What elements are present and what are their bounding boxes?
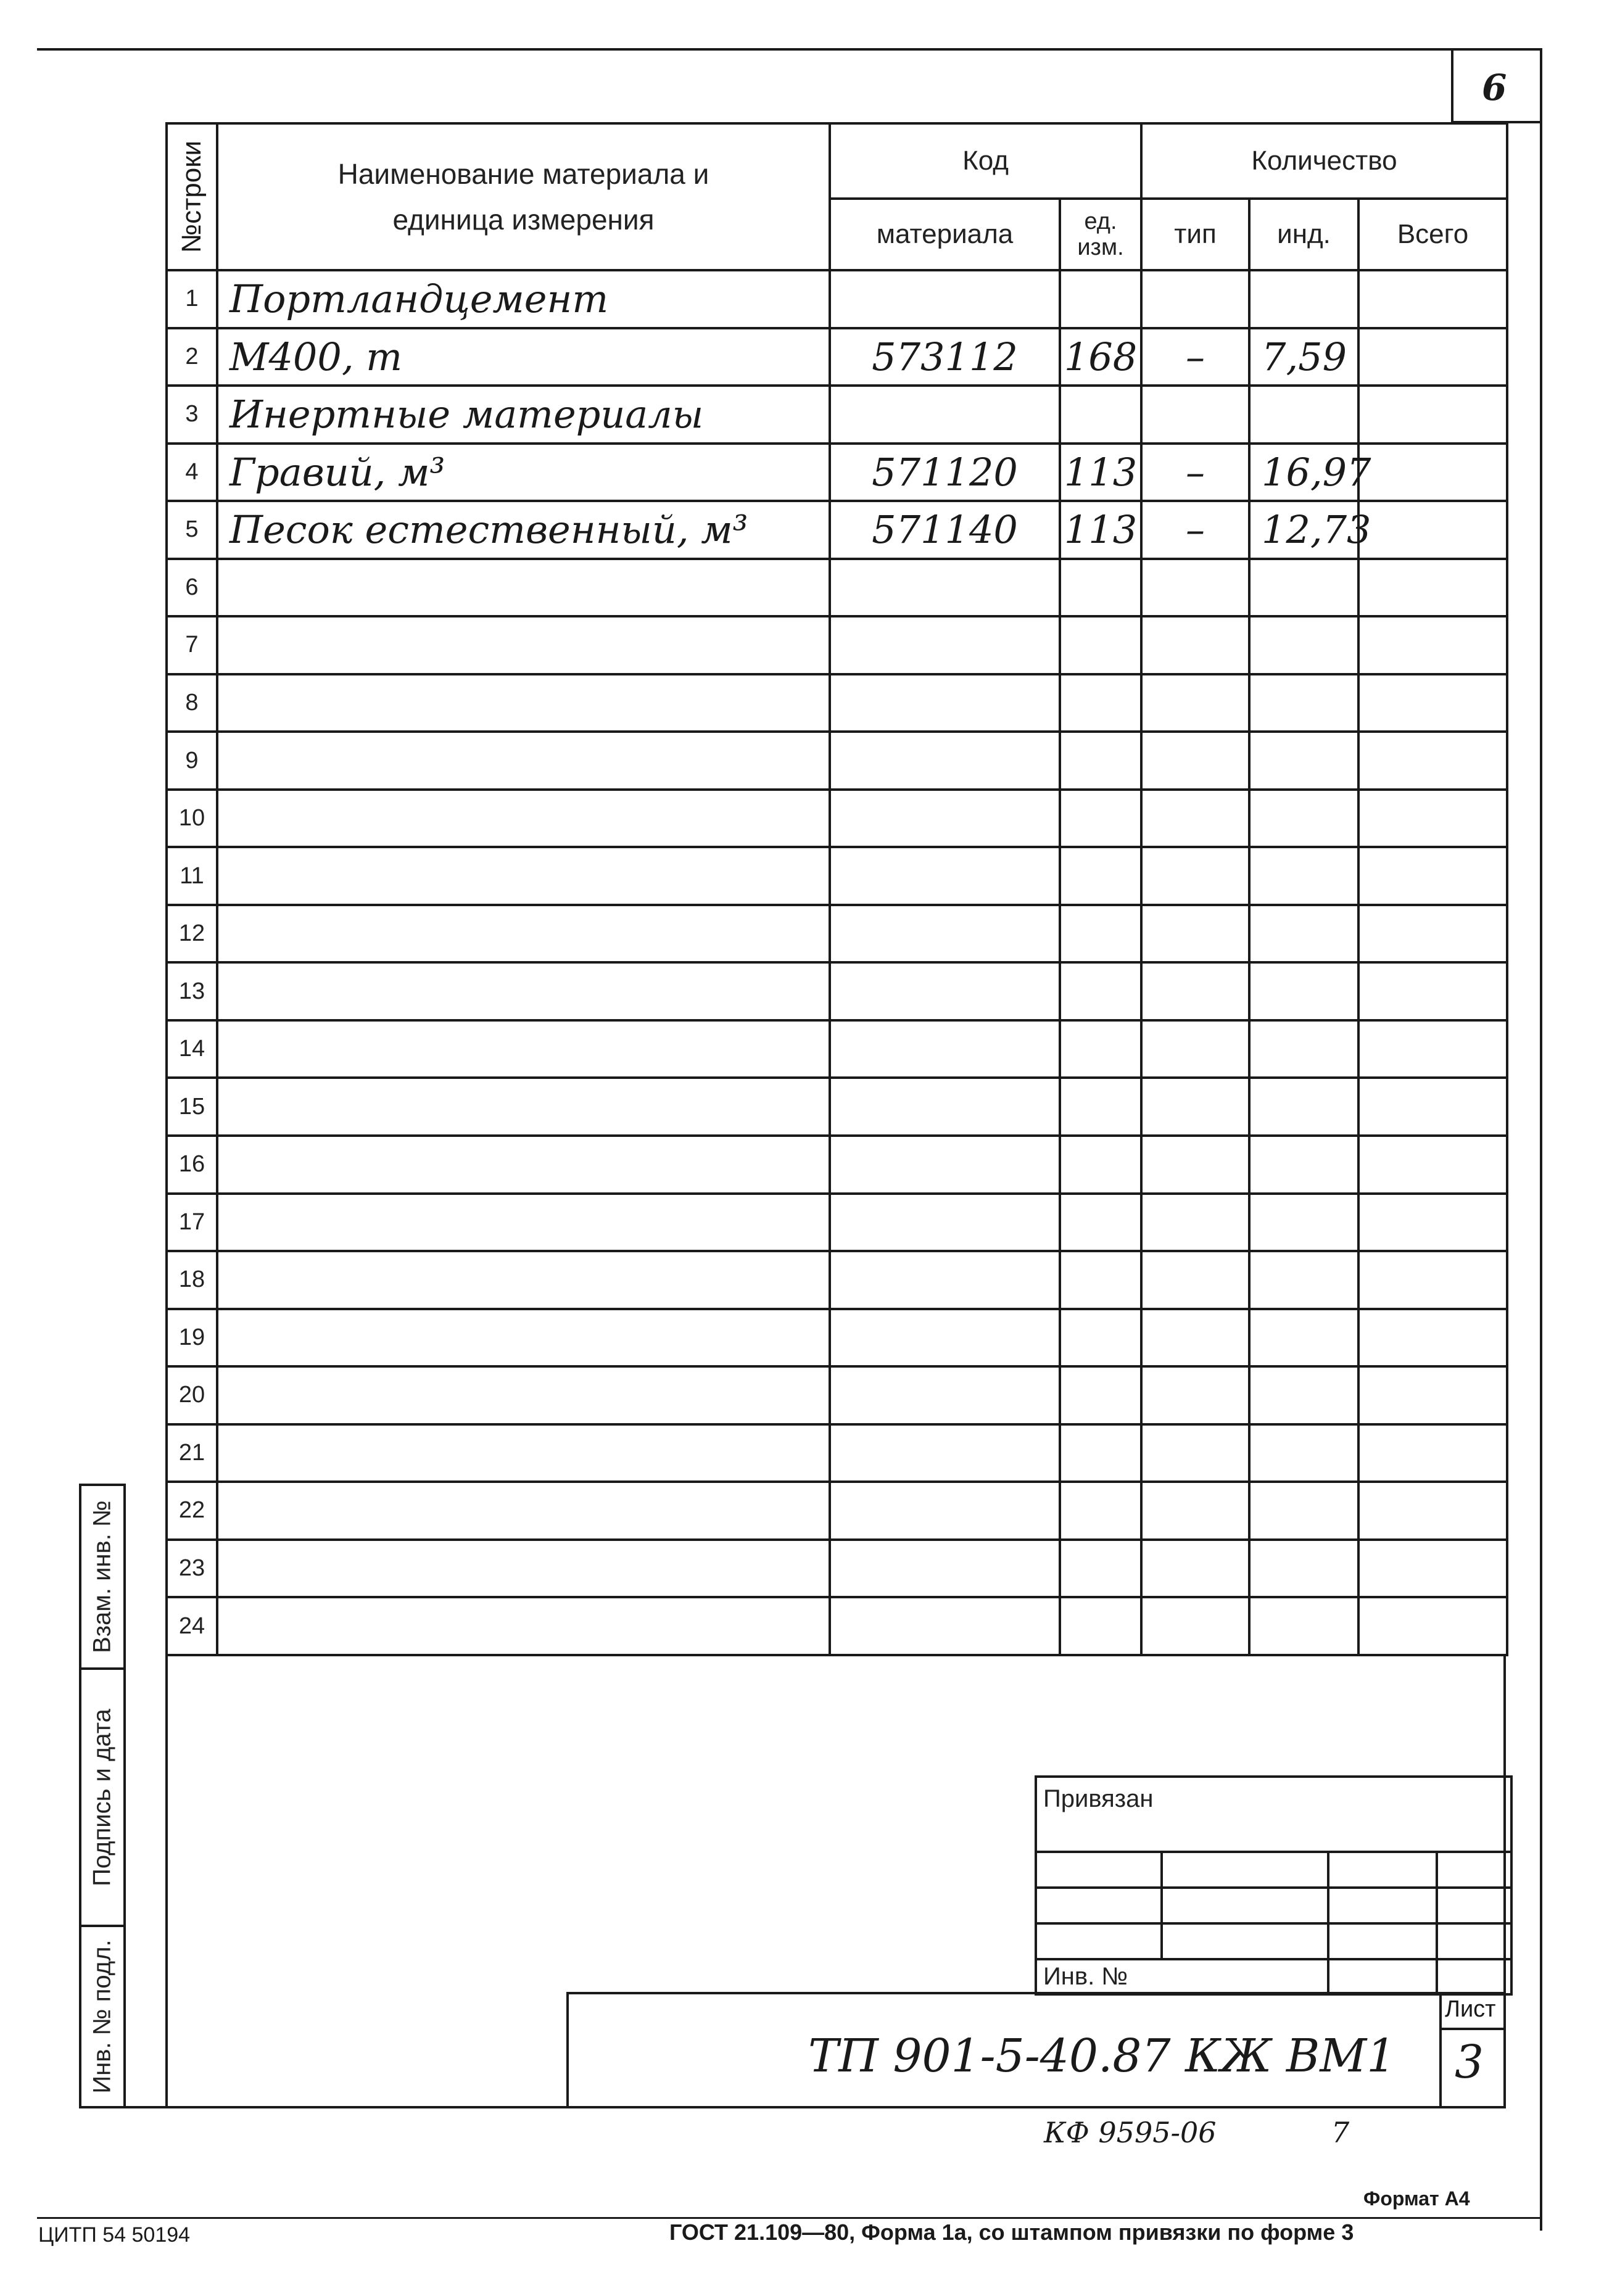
cell-row-number: 9 — [167, 732, 217, 790]
cell-qty-ind — [1249, 1424, 1358, 1482]
cell-material-name — [217, 559, 830, 617]
stamp-privyazan: Привязан — [1036, 1777, 1511, 1852]
cell-qty-type — [1141, 1366, 1249, 1424]
cell-qty-ind — [1249, 962, 1358, 1020]
cell-row-number: 24 — [167, 1597, 217, 1655]
cell-qty-type — [1141, 1309, 1249, 1367]
stamp-cell — [1036, 1852, 1162, 1888]
stamp-inv-no: Инв. № — [1036, 1959, 1328, 1994]
cell-row-number: 5 — [167, 501, 217, 559]
cell-qty-ind — [1249, 732, 1358, 790]
cell-unit-code — [1060, 847, 1141, 905]
cell-row-number: 19 — [167, 1309, 217, 1367]
cell-material-name — [217, 790, 830, 848]
stamp-cell — [1328, 1852, 1437, 1888]
cell-qty-ind — [1249, 270, 1358, 328]
cell-material-code — [830, 270, 1060, 328]
cell-qty-type: – — [1141, 328, 1249, 386]
cell-qty-total — [1358, 270, 1507, 328]
frame-top-line — [37, 48, 1542, 51]
cell-qty-type — [1141, 1597, 1249, 1655]
table-row — [167, 1251, 1507, 1309]
cell-material-code — [830, 559, 1060, 617]
cell-unit-code — [1060, 1020, 1141, 1078]
cell-row-number: 1 — [167, 270, 217, 328]
cell-qty-type — [1141, 270, 1249, 328]
table-row — [167, 328, 1507, 386]
cell-qty-ind: 16,97 — [1249, 444, 1358, 502]
cell-material-name — [217, 905, 830, 963]
cell-qty-ind: 7,59 — [1249, 328, 1358, 386]
materials-table — [165, 122, 1508, 1656]
cell-qty-ind — [1249, 1540, 1358, 1598]
cell-qty-ind — [1249, 674, 1358, 732]
cell-qty-total — [1358, 1251, 1507, 1309]
stamp-cell — [1162, 1923, 1328, 1959]
side-inv-podl: Инв. № подл. — [79, 1925, 126, 2108]
cell-unit-code — [1060, 790, 1141, 848]
cell-qty-ind — [1249, 616, 1358, 674]
cell-material-code — [830, 790, 1060, 848]
cell-material-code: 571120 — [830, 444, 1060, 502]
cell-qty-ind — [1249, 1020, 1358, 1078]
cell-row-number: 10 — [167, 790, 217, 848]
frame-lower-left — [165, 1655, 168, 2108]
stamp-cell — [1162, 1852, 1328, 1888]
stamp-cell — [1036, 1923, 1162, 1959]
table-row — [167, 1540, 1507, 1598]
stamp-cell — [1328, 1888, 1437, 1923]
stamp-cell — [1437, 1888, 1511, 1923]
cell-qty-total — [1358, 1540, 1507, 1598]
cell-qty-total — [1358, 1309, 1507, 1367]
cell-material-code — [830, 616, 1060, 674]
cell-qty-ind — [1249, 1078, 1358, 1136]
cell-qty-type — [1141, 1078, 1249, 1136]
cell-qty-total — [1358, 444, 1507, 502]
table-row — [167, 1309, 1507, 1367]
frame-right-line — [1540, 48, 1542, 2231]
cell-qty-type — [1141, 559, 1249, 617]
table-row — [167, 1136, 1507, 1194]
title-sheet-value: 3 — [1455, 2036, 1484, 2089]
cell-unit-code — [1060, 1136, 1141, 1194]
table-row — [167, 847, 1507, 905]
cell-qty-type — [1141, 1482, 1249, 1540]
table-row — [167, 1482, 1507, 1540]
cell-row-number: 18 — [167, 1251, 217, 1309]
cell-unit-code: 113 — [1060, 501, 1141, 559]
header-name: Наименование материала и единица измерения — [217, 123, 830, 270]
cell-material-name — [217, 1136, 830, 1194]
cell-material-code — [830, 1482, 1060, 1540]
cell-qty-type — [1141, 1251, 1249, 1309]
header-code: Код — [830, 123, 1141, 199]
cell-row-number: 13 — [167, 962, 217, 1020]
cell-qty-ind — [1249, 847, 1358, 905]
cell-row-number: 7 — [167, 616, 217, 674]
cell-qty-ind — [1249, 1366, 1358, 1424]
cell-material-name — [217, 1366, 830, 1424]
table-row — [167, 270, 1507, 328]
cell-qty-total — [1358, 1194, 1507, 1252]
cell-qty-type — [1141, 386, 1249, 444]
order-code: КФ 9595-06 — [1044, 2116, 1217, 2149]
cell-row-number: 16 — [167, 1136, 217, 1194]
cell-qty-total — [1358, 732, 1507, 790]
cell-material-name: М400, т — [217, 328, 830, 386]
cell-material-code — [830, 674, 1060, 732]
cell-qty-total — [1358, 328, 1507, 386]
cell-unit-code — [1060, 1078, 1141, 1136]
cell-qty-ind — [1249, 386, 1358, 444]
cell-qty-ind — [1249, 559, 1358, 617]
cell-unit-code — [1060, 1194, 1141, 1252]
cell-unit-code — [1060, 1424, 1141, 1482]
cell-unit-code — [1060, 1366, 1141, 1424]
table-row — [167, 905, 1507, 963]
stamp-cell — [1036, 1888, 1162, 1923]
header-qty-type: тип — [1141, 199, 1249, 270]
table-row — [167, 790, 1507, 848]
cell-unit-code — [1060, 905, 1141, 963]
cell-row-number: 11 — [167, 847, 217, 905]
header-quantity: Количество — [1141, 123, 1507, 199]
cell-material-name — [217, 1309, 830, 1367]
table-row — [167, 386, 1507, 444]
stamp-cell — [1328, 1923, 1437, 1959]
cell-material-code — [830, 1078, 1060, 1136]
cell-unit-code — [1060, 559, 1141, 617]
cell-material-name — [217, 962, 830, 1020]
footer-left-code: ЦИТП 54 50194 — [38, 2223, 191, 2247]
cell-qty-total — [1358, 1136, 1507, 1194]
cell-qty-total — [1358, 790, 1507, 848]
cell-unit-code — [1060, 1309, 1141, 1367]
cell-unit-code — [1060, 1251, 1141, 1309]
table-row — [167, 559, 1507, 617]
cell-material-name — [217, 1482, 830, 1540]
header-row-no: №строки — [167, 123, 217, 270]
order-sheet: 7 — [1331, 2116, 1350, 2149]
cell-row-number: 17 — [167, 1194, 217, 1252]
cell-unit-code — [1060, 674, 1141, 732]
binding-stamp — [1035, 1775, 1513, 1996]
cell-material-code — [830, 1597, 1060, 1655]
cell-material-name — [217, 1020, 830, 1078]
cell-qty-ind — [1249, 905, 1358, 963]
frame-corner-left — [1451, 48, 1453, 122]
sheet-number-top: 6 — [1482, 67, 1507, 109]
title-sheet-label: Лист — [1445, 1996, 1496, 2022]
stamp-cell — [1162, 1888, 1328, 1923]
cell-row-number: 6 — [167, 559, 217, 617]
cell-qty-total — [1358, 386, 1507, 444]
cell-material-name — [217, 847, 830, 905]
cell-material-name — [217, 1540, 830, 1598]
cell-material-code — [830, 386, 1060, 444]
cell-qty-ind — [1249, 790, 1358, 848]
cell-qty-type — [1141, 962, 1249, 1020]
table-row — [167, 1597, 1507, 1655]
cell-unit-code — [1060, 1540, 1141, 1598]
cell-unit-code — [1060, 962, 1141, 1020]
cell-qty-ind — [1249, 1309, 1358, 1367]
side-vzam-inv: Взам. инв. № — [79, 1484, 126, 1670]
cell-row-number: 14 — [167, 1020, 217, 1078]
title-sheet-divider — [1439, 2028, 1506, 2030]
cell-material-code: 573112 — [830, 328, 1060, 386]
cell-qty-total — [1358, 847, 1507, 905]
cell-material-name — [217, 1251, 830, 1309]
stamp-cell — [1437, 1852, 1511, 1888]
cell-material-code — [830, 1366, 1060, 1424]
table-row — [167, 1366, 1507, 1424]
cell-material-name — [217, 1424, 830, 1482]
cell-material-name — [217, 1194, 830, 1252]
cell-qty-type — [1141, 1136, 1249, 1194]
cell-row-number: 2 — [167, 328, 217, 386]
cell-unit-code: 113 — [1060, 444, 1141, 502]
cell-qty-total — [1358, 1366, 1507, 1424]
cell-qty-total — [1358, 1424, 1507, 1482]
cell-material-code — [830, 732, 1060, 790]
table-row — [167, 444, 1507, 502]
table-row — [167, 732, 1507, 790]
cell-row-number: 8 — [167, 674, 217, 732]
footer-line — [37, 2217, 1542, 2219]
cell-qty-total — [1358, 674, 1507, 732]
cell-qty-total — [1358, 1482, 1507, 1540]
cell-row-number: 3 — [167, 386, 217, 444]
cell-qty-ind — [1249, 1251, 1358, 1309]
cell-qty-total — [1358, 616, 1507, 674]
table-row — [167, 1424, 1507, 1482]
footer-gost: ГОСТ 21.109—80, Форма 1а, со штампом привязки по форме 3 — [669, 2220, 1354, 2245]
cell-material-code — [830, 962, 1060, 1020]
table-row — [167, 501, 1507, 559]
cell-qty-type — [1141, 732, 1249, 790]
header-code-unit: ед. изм. — [1060, 199, 1141, 270]
cell-material-name — [217, 674, 830, 732]
cell-material-name — [217, 616, 830, 674]
frame-bottom-line — [79, 2106, 1506, 2108]
cell-qty-total — [1358, 905, 1507, 963]
cell-qty-type — [1141, 1540, 1249, 1598]
table-row — [167, 1078, 1507, 1136]
cell-qty-total — [1358, 559, 1507, 617]
cell-qty-total — [1358, 501, 1507, 559]
title-designation: ТП 901-5-40.87 КЖ ВМ1 — [808, 2030, 1396, 2083]
cell-qty-total — [1358, 962, 1507, 1020]
cell-row-number: 22 — [167, 1482, 217, 1540]
cell-unit-code — [1060, 732, 1141, 790]
title-block-left — [566, 1992, 569, 2108]
header-qty-ind: инд. — [1249, 199, 1358, 270]
cell-qty-type — [1141, 847, 1249, 905]
cell-qty-total — [1358, 1078, 1507, 1136]
cell-qty-type — [1141, 1020, 1249, 1078]
table-row — [167, 962, 1507, 1020]
cell-material-name: Инертные материалы — [217, 386, 830, 444]
cell-unit-code — [1060, 1597, 1141, 1655]
header-qty-total: Всего — [1358, 199, 1507, 270]
cell-unit-code — [1060, 1482, 1141, 1540]
cell-row-number: 4 — [167, 444, 217, 502]
cell-unit-code: 168 — [1060, 328, 1141, 386]
cell-qty-ind — [1249, 1482, 1358, 1540]
cell-qty-type: – — [1141, 501, 1249, 559]
table-row — [167, 1020, 1507, 1078]
cell-unit-code — [1060, 386, 1141, 444]
cell-qty-ind — [1249, 1136, 1358, 1194]
cell-material-name — [217, 1078, 830, 1136]
cell-qty-type — [1141, 1424, 1249, 1482]
cell-qty-ind — [1249, 1597, 1358, 1655]
footer-format: Формат А4 — [1363, 2187, 1470, 2210]
cell-material-name — [217, 732, 830, 790]
cell-qty-ind: 12,73 — [1249, 501, 1358, 559]
cell-material-name — [217, 1597, 830, 1655]
cell-material-name: Портландцемент — [217, 270, 830, 328]
cell-material-code — [830, 1251, 1060, 1309]
stamp-cell — [1328, 1959, 1437, 1994]
cell-material-code — [830, 1020, 1060, 1078]
cell-qty-total — [1358, 1020, 1507, 1078]
cell-qty-type — [1141, 1194, 1249, 1252]
table-row — [167, 1194, 1507, 1252]
cell-material-code — [830, 1540, 1060, 1598]
title-block-top — [566, 1992, 1506, 1994]
cell-row-number: 15 — [167, 1078, 217, 1136]
cell-row-number: 21 — [167, 1424, 217, 1482]
cell-qty-total — [1358, 1597, 1507, 1655]
cell-material-code — [830, 1424, 1060, 1482]
title-sheet-left — [1439, 1992, 1442, 2108]
stamp-cell — [1437, 1959, 1511, 1994]
cell-qty-type — [1141, 905, 1249, 963]
cell-material-name: Песок естественный, м³ — [217, 501, 830, 559]
cell-qty-type: – — [1141, 444, 1249, 502]
cell-unit-code — [1060, 270, 1141, 328]
stamp-cell — [1437, 1923, 1511, 1959]
cell-qty-ind — [1249, 1194, 1358, 1252]
cell-qty-type — [1141, 790, 1249, 848]
cell-material-name: Гравий, м³ — [217, 444, 830, 502]
cell-unit-code — [1060, 616, 1141, 674]
cell-material-code — [830, 1194, 1060, 1252]
cell-row-number: 12 — [167, 905, 217, 963]
cell-material-code — [830, 847, 1060, 905]
cell-qty-type — [1141, 616, 1249, 674]
cell-row-number: 20 — [167, 1366, 217, 1424]
cell-material-code — [830, 1309, 1060, 1367]
table-row — [167, 674, 1507, 732]
cell-material-code: 571140 — [830, 501, 1060, 559]
cell-qty-type — [1141, 674, 1249, 732]
cell-row-number: 23 — [167, 1540, 217, 1598]
side-podpis-data: Подпись и дата — [79, 1667, 126, 1927]
header-code-material: материала — [830, 199, 1060, 270]
cell-material-code — [830, 905, 1060, 963]
cell-material-code — [830, 1136, 1060, 1194]
table-row — [167, 616, 1507, 674]
